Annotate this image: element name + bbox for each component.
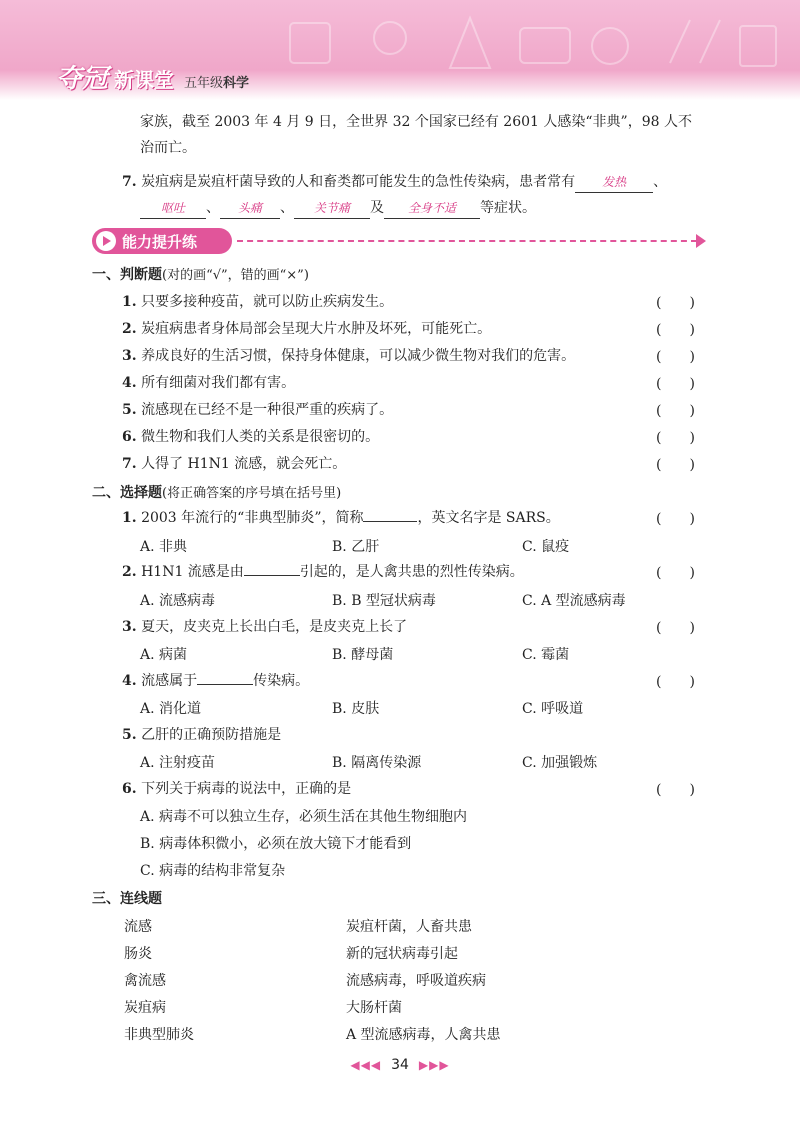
mc-q2-option-a: A. 流感病毒 — [140, 593, 216, 609]
mc-question-6: 6. 下列关于病毒的说法中，正确的是 — [122, 781, 352, 797]
mc-q1-option-b: B. 乙肝 — [332, 539, 380, 555]
play-icon — [96, 231, 116, 251]
mc-question-1: 1. 2003 年流行的“非典型肺炎”，简称 ，英文名字是 SARS。 — [122, 510, 560, 526]
mc-q6-option-b: B. 病毒体积微小，必须在放大镜下才能看到 — [140, 836, 412, 852]
match-right-item[interactable]: 炭疽杆菌，人畜共患 — [346, 919, 472, 935]
mc-q3-option-b: B. 酵母菌 — [332, 647, 394, 663]
mc-question-2: 2. H1N1 流感是由 引起的，是人禽共患的烈性传染病。 — [122, 564, 524, 580]
mc-q1-blank[interactable] — [363, 521, 417, 522]
section-banner-title: 能力提升练 — [122, 233, 198, 251]
part2-hint: (将正确答案的序号填在括号里) — [162, 486, 342, 501]
match-left-item[interactable]: 非典型肺炎 — [124, 1027, 194, 1043]
part1-hint: (对的画“√”，错的画“×”) — [162, 268, 309, 283]
q7-line-2: 呕吐 、 头痛 、 关节痛 及 全身不适 等症状。 — [140, 198, 536, 219]
brand-sub: 新课堂 — [114, 68, 175, 92]
q7-answer-1: 发热 — [575, 172, 653, 193]
mc-q5-option-a: A. 注射疫苗 — [140, 755, 216, 771]
match-right-item[interactable]: A 型流感病毒，人禽共患 — [346, 1027, 501, 1043]
tf-answer-paren[interactable]: ( ) — [656, 430, 695, 446]
mc-q3-option-a: A. 病菌 — [140, 647, 188, 663]
q7-number: 7. — [122, 174, 137, 190]
header-decoration-illustration — [270, 8, 790, 78]
match-right-item[interactable]: 大肠杆菌 — [346, 1000, 402, 1016]
page-footer — [0, 1054, 800, 1073]
mc-q2-option-b: B. B 型冠状病毒 — [332, 593, 436, 609]
q7-answer-3: 头痛 — [220, 198, 280, 219]
mc-question-4: 4. 流感属于 传染病。 — [122, 673, 310, 689]
section-pill — [92, 228, 232, 254]
q7-line-1: 7. 炭疽病是炭疽杆菌导致的人和畜类都可能发生的急性传染病，患者常有 发热 、 — [122, 172, 667, 193]
prev-page-arrows-icon: ◀◀◀ — [350, 1058, 382, 1072]
tf-answer-paren[interactable]: ( ) — [656, 403, 695, 419]
tf-answer-paren[interactable]: ( ) — [656, 349, 695, 365]
mc-q5-option-b: B. 隔离传染源 — [332, 755, 422, 771]
brand-main: 夺冠 — [56, 64, 109, 94]
intro-line-1: 家族，截至 2003 年 4 月 9 日，全世界 32 个国家已经有 2601 人感染“非典”，98 人不 — [140, 114, 692, 130]
mc-q6-answer-paren[interactable]: ( ) — [656, 782, 695, 798]
mc-q1-option-a: A. 非典 — [140, 539, 188, 555]
grade-label: 五年级 — [184, 76, 224, 91]
subject-label: 科学 — [223, 76, 250, 91]
match-left-item[interactable]: 流感 — [124, 919, 152, 935]
q7-answer-4: 关节痛 — [294, 198, 370, 219]
tf-answer-paren[interactable]: ( ) — [656, 457, 695, 473]
mc-q3-answer-paren[interactable]: ( ) — [656, 620, 695, 636]
tf-item: 2. 炭疽病患者身体局部会呈现大片水肿及坏死，可能死亡。 — [122, 321, 492, 337]
q7-answer-2: 呕吐 — [140, 198, 206, 219]
part3-title: 三、连线题 — [92, 891, 162, 907]
tf-item: 3. 养成良好的生活习惯，保持身体健康，可以减少微生物对我们的危害。 — [122, 348, 576, 364]
tf-answer-paren[interactable]: ( ) — [656, 295, 695, 311]
q7-text: 炭疽病是炭疽杆菌导致的人和畜类都可能发生的急性传染病，患者常有 — [141, 174, 576, 190]
part1-title: 一、判断题(对的画“√”，错的画“×”) — [92, 267, 309, 283]
tf-answer-paren[interactable]: ( ) — [656, 376, 695, 392]
tf-item: 7. 人得了 H1N1 流感，就会死亡。 — [122, 456, 347, 472]
match-right-item[interactable]: 流感病毒，呼吸道疾病 — [346, 973, 486, 989]
mc-q4-option-c: C. 呼吸道 — [522, 701, 584, 717]
page-number: 34 — [391, 1057, 409, 1073]
mc-question-3: 3. 夏天，皮夹克上长出白毛，是皮夹克上长了 — [122, 619, 408, 635]
match-left-item[interactable]: 炭疽病 — [124, 1000, 166, 1016]
next-page-arrows-icon: ▶▶▶ — [418, 1058, 450, 1072]
tf-item: 1. 只要多接种疫苗，就可以防止疾病发生。 — [122, 294, 394, 310]
mc-q3-option-c: C. 霉菌 — [522, 647, 570, 663]
match-right-item[interactable]: 新的冠状病毒引起 — [346, 946, 458, 962]
tf-item: 4. 所有细菌对我们都有害。 — [122, 375, 296, 391]
part2-title: 二、选择题(将正确答案的序号填在括号里) — [92, 485, 342, 501]
mc-q5-option-c: C. 加强锻炼 — [522, 755, 598, 771]
intro-line-2: 治而亡。 — [140, 140, 196, 156]
dashed-divider — [237, 240, 697, 242]
mc-q6-option-c: C. 病毒的结构非常复杂 — [140, 863, 286, 879]
mc-q4-option-a: A. 消化道 — [140, 701, 202, 717]
page-header — [0, 0, 800, 100]
mc-q4-blank[interactable] — [197, 684, 253, 685]
mc-question-5: 5. 乙肝的正确预防措施是 — [122, 727, 282, 743]
mc-q6-option-a: A. 病毒不可以独立生存，必须生活在其他生物细胞内 — [140, 809, 468, 825]
mc-q4-option-b: B. 皮肤 — [332, 701, 380, 717]
section-banner — [92, 226, 712, 256]
mc-q2-answer-paren[interactable]: ( ) — [656, 565, 695, 581]
tf-answer-paren[interactable]: ( ) — [656, 322, 695, 338]
mc-q1-option-c: C. 鼠疫 — [522, 539, 570, 555]
q7-answer-5: 全身不适 — [384, 198, 480, 219]
match-left-item[interactable]: 禽流感 — [124, 973, 166, 989]
mc-q1-answer-paren[interactable]: ( ) — [656, 511, 695, 527]
match-left-item[interactable]: 肠炎 — [124, 946, 152, 962]
tf-item: 6. 微生物和我们人类的关系是很密切的。 — [122, 429, 380, 445]
mc-q2-option-c: C. A 型流感病毒 — [522, 593, 626, 609]
arrow-right-icon — [696, 234, 706, 248]
mc-q4-answer-paren[interactable]: ( ) — [656, 674, 695, 690]
mc-q2-blank[interactable] — [244, 575, 300, 576]
tf-item: 5. 流感现在已经不是一种很严重的疾病了。 — [122, 402, 394, 418]
brand-logo — [56, 58, 249, 95]
